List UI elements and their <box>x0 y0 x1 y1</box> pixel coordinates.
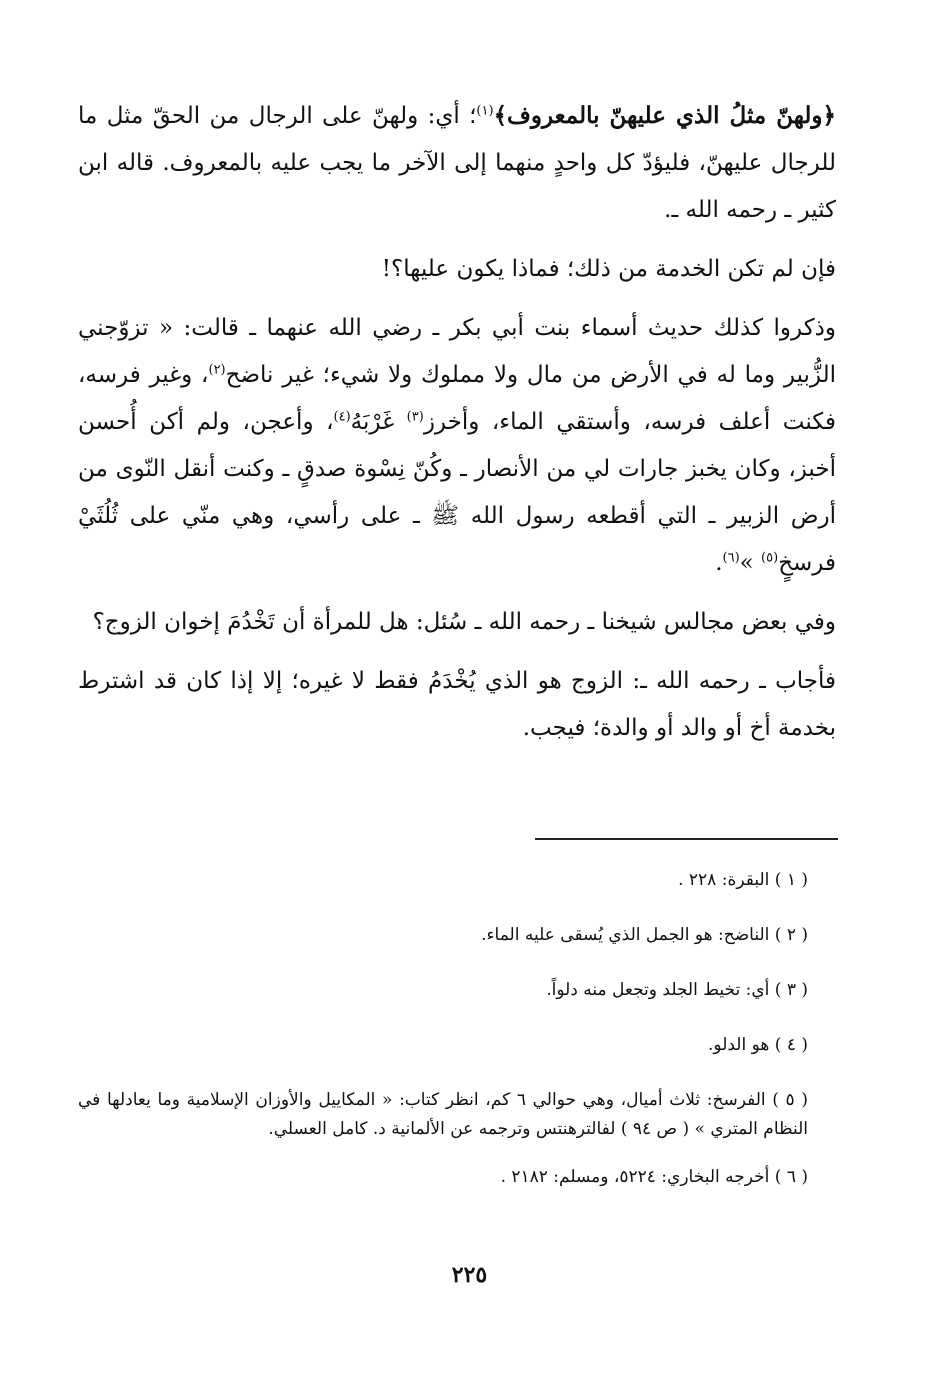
hadith-text-2: ، وغير فرسه، فكنت أعلف فرسه، وأستقي الماء، وأخرز <box>78 362 836 435</box>
quran-bracket-close: ﴾ <box>493 102 508 129</box>
footnote-3: ( ٣ ) أي: تخيط الجلد وتجعل منه دلواً. <box>546 980 808 1000</box>
footnote-5: ( ٥ ) الفرسخ: ثلاث أميال، وهي حوالي ٦ كم، انظر كتاب: « المكاييل والأوزان الإسلامية وما يعادلها في النظام المتري » ( ص ٩٤ ) لفالترهنتس وترجمه عن الألمانية د. كامل العسلي. <box>78 1090 808 1139</box>
footnote-1: ( ١ ) البقرة: ٢٢٨ . <box>678 870 808 890</box>
quran-verse: ولهنّ مثلُ الذي عليهنّ بالمعروف <box>507 102 823 129</box>
paragraph-1 <box>78 92 836 234</box>
paragraph-3 <box>78 305 836 587</box>
quran-bracket-open: ﴿ <box>822 102 836 129</box>
footnotes <box>78 866 808 1218</box>
hadith-text-3: غَرْبَهُ <box>350 409 407 435</box>
page-number: ٢٢٥ <box>451 1262 488 1288</box>
paragraph-1-text: ؛ أي: ولهنّ على الرجال من الحقّ مثل ما للرجال عليهنّ، فليؤدّ كل واحدٍ منهما إلى الآخر ما يجب عليه بالمعروف. قاله ابن كثير ـ رحمه الله ـ. <box>78 103 836 223</box>
hadith-text-4: ، وأعجن، ولم أكن أُحسن أخبز، وكان يخبز جارات لي من الأنصار ـ وكُنّ نِسْوة صدقٍ ـ وكنت أنقل النّوى من أرض الزبير ـ التي أقطعه رسول الله ﷺ ـ على رأسي، وهي منّي على ثُلُثَيْ فرسخٍ <box>78 409 836 576</box>
footnote-ref-1[interactable]: (١) <box>476 103 494 119</box>
footnote-ref-3[interactable]: (٣) <box>406 409 424 425</box>
footnote-6: ( ٦ ) أخرجه البخاري: ٥٢٢٤، ومسلم: ٢١٨٢ . <box>500 1167 808 1187</box>
footnote-4: ( ٤ ) هو الدلو. <box>708 1035 808 1055</box>
footnote-divider <box>535 838 838 840</box>
hadith-text-6: . <box>715 550 723 576</box>
hadith-text-5: » <box>739 550 762 576</box>
footnote-ref-4[interactable]: (٤) <box>333 409 351 425</box>
footnote-2: ( ٢ ) الناضح: هو الجمل الذي يُسقى عليه الماء. <box>481 925 808 945</box>
footnote-ref-2[interactable]: (٢) <box>208 362 226 378</box>
main-text <box>78 92 836 764</box>
paragraph-2: فإن لم تكن الخدمة من ذلك؛ فماذا يكون عليها؟! <box>381 256 836 282</box>
hadith-text-1: وذكروا كذلك حديث أسماء بنت أبي بكر ـ رضي الله عنهما ـ قالت: « تزوّجني الزُّبير وما له في الأرض من مال ولا مملوك ولا شيء؛ غير ناضح <box>78 315 836 388</box>
footnote-ref-6[interactable]: (٦) <box>722 550 740 566</box>
footnote-ref-5[interactable]: (٥) <box>761 550 779 566</box>
paragraph-5: فأجاب ـ رحمه الله ـ: الزوج هو الذي يُخْدَمُ فقط لا غيره؛ إلا إذا كان قد اشترط بخدمة أخ أو والد أو والدة؛ فيجب. <box>78 668 836 741</box>
paragraph-4: وفي بعض مجالس شيخنا ـ رحمه الله ـ سُئل: هل للمرأة أن تَخْدُمَ إخوان الزوج؟ <box>92 609 836 635</box>
